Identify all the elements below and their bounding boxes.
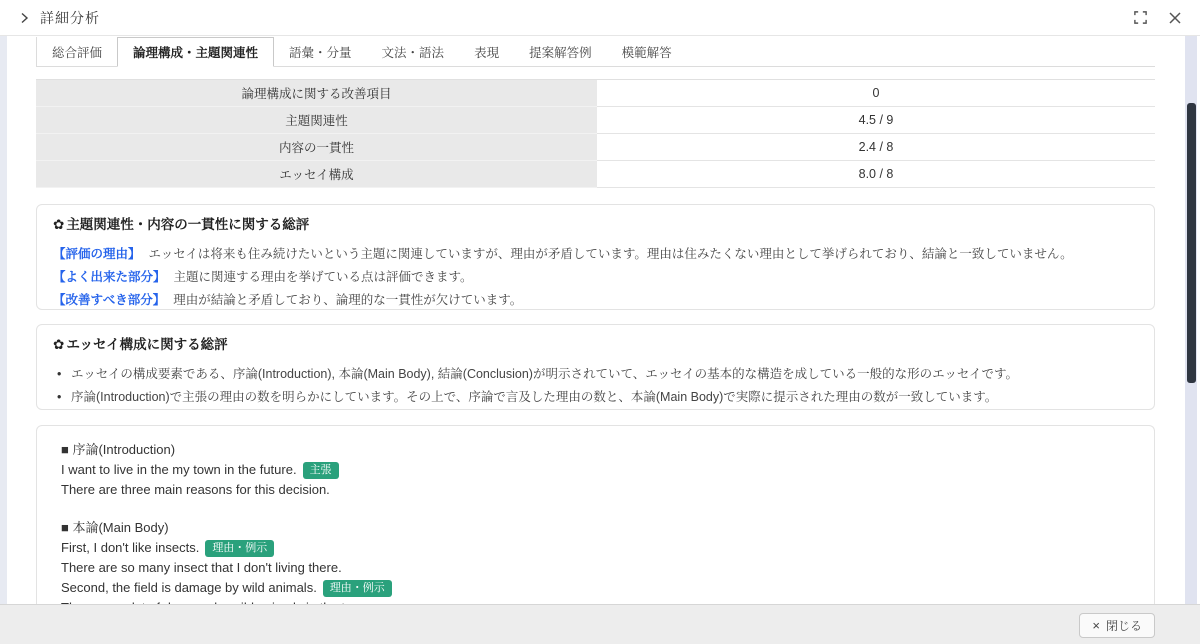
score-label: 内容の一貫性: [36, 134, 597, 161]
fullscreen-icon[interactable]: [1133, 10, 1148, 25]
reason-example-badge: 理由・例示: [205, 540, 274, 557]
score-value: 2.4 / 8: [597, 134, 1155, 160]
card-title-text: 主題関連性・内容の一貫性に関する総評: [66, 217, 310, 232]
essay-spacer: [61, 500, 1130, 518]
table-row: [36, 161, 1155, 188]
improvement-points-line: [53, 289, 1138, 312]
tab-expression[interactable]: 表現: [474, 45, 500, 60]
evaluation-reason-label: 【評価の理由】: [53, 247, 141, 261]
essay-sentence-text: First, I don't like insects.: [61, 540, 200, 555]
tab-logic-topic-relevance[interactable]: 論理構成・主題関連性: [117, 37, 274, 67]
claim-badge: 主張: [303, 462, 339, 479]
essay-sentence: [61, 460, 1130, 480]
card-title: [53, 216, 1138, 234]
reason-example-badge: 理由・例示: [323, 580, 392, 597]
drawer-header: [0, 0, 1200, 36]
essay-sentence: There are three main reasons for this decision.: [61, 482, 330, 497]
table-row: [36, 80, 1155, 107]
essay-structure-summary-card: [36, 324, 1155, 410]
score-label: 論理構成に関する改善項目: [36, 80, 597, 107]
score-table: [36, 79, 1155, 188]
good-points-line: [53, 266, 1138, 289]
structure-bullet: • 序論(Introduction)で主張の理由の数を明らかにしています。その上で、序論で言及した理由の数と、本論(Main Body)で実際に提示された理由の数が一致しています。: [53, 386, 1138, 409]
evaluation-reason-line: [53, 243, 1138, 266]
annotated-essay-card: [36, 425, 1155, 604]
essay-sentence-text: Second, the field is damage by wild animals.: [61, 580, 317, 595]
drawer-title: 詳細分析: [40, 9, 100, 26]
tab-grammar-usage[interactable]: 文法・語法: [381, 45, 445, 60]
score-value: 0: [597, 80, 1155, 106]
page-edge-strip: [0, 36, 7, 644]
close-icon[interactable]: [1168, 11, 1182, 25]
body-section-heading: ■ 本論(Main Body): [61, 520, 169, 535]
flower-icon: ✿: [53, 217, 65, 232]
collapse-chevron-icon[interactable]: [18, 12, 30, 24]
table-row: [36, 107, 1155, 134]
improvement-points-text: 理由が結論と矛盾しており、論理的な一貫性が欠けています。: [173, 293, 523, 307]
vertical-scrollbar-thumb[interactable]: [1187, 103, 1196, 383]
close-button-x-icon: ×: [1092, 618, 1100, 633]
tab-model-answer[interactable]: 模範解答: [621, 45, 672, 60]
essay-sentence: There are so many insect that I don't living there.: [61, 560, 342, 575]
score-label: エッセイ構成: [36, 161, 597, 188]
table-row: [36, 134, 1155, 161]
intro-section-heading: ■ 序論(Introduction): [61, 442, 176, 457]
score-label: 主題関連性: [36, 107, 597, 134]
good-points-text: 主題に関連する理由を挙げている点は評価できます。: [173, 270, 473, 284]
structure-bullet: • エッセイの構成要素である、序論(Introduction), 本論(Main Body), 結論(Conclusion)が明示されていて、エッセイの基本的な構造を成している一般的な形のエッセイです。: [53, 363, 1138, 386]
flower-icon: ✿: [53, 337, 65, 352]
evaluation-reason-text: エッセイは将来も住み続けたいという主題に関連していますが、理由が矛盾しています。理由は住みたくない理由として挙げられており、結論と一致していません。: [148, 247, 1073, 261]
essay-sentence: [61, 538, 1130, 558]
tab-vocabulary-volume[interactable]: 語彙・分量: [289, 45, 352, 60]
score-value: 8.0 / 8: [597, 161, 1155, 187]
good-points-label: 【よく出来た部分】: [53, 270, 166, 284]
close-button[interactable]: [1079, 613, 1155, 638]
improvement-points-label: 【改善すべき部分】: [53, 293, 166, 307]
topic-relevance-summary-card: [36, 204, 1155, 310]
essay-sentence-text: I want to live in the my town in the future.: [61, 462, 297, 477]
tab-bar: [36, 37, 1155, 67]
score-value: 4.5 / 9: [597, 107, 1155, 133]
essay-sentence: [61, 578, 1130, 598]
tab-overall-evaluation[interactable]: 総合評価: [36, 37, 117, 66]
card-title-text: エッセイ構成に関する総評: [66, 337, 228, 352]
drawer-footer: [0, 604, 1200, 644]
vertical-scrollbar-track[interactable]: [1185, 36, 1197, 604]
close-button-label: 閉じる: [1105, 619, 1142, 633]
card-title: [53, 336, 1138, 354]
tab-suggested-answer[interactable]: 提案解答例: [529, 45, 592, 60]
